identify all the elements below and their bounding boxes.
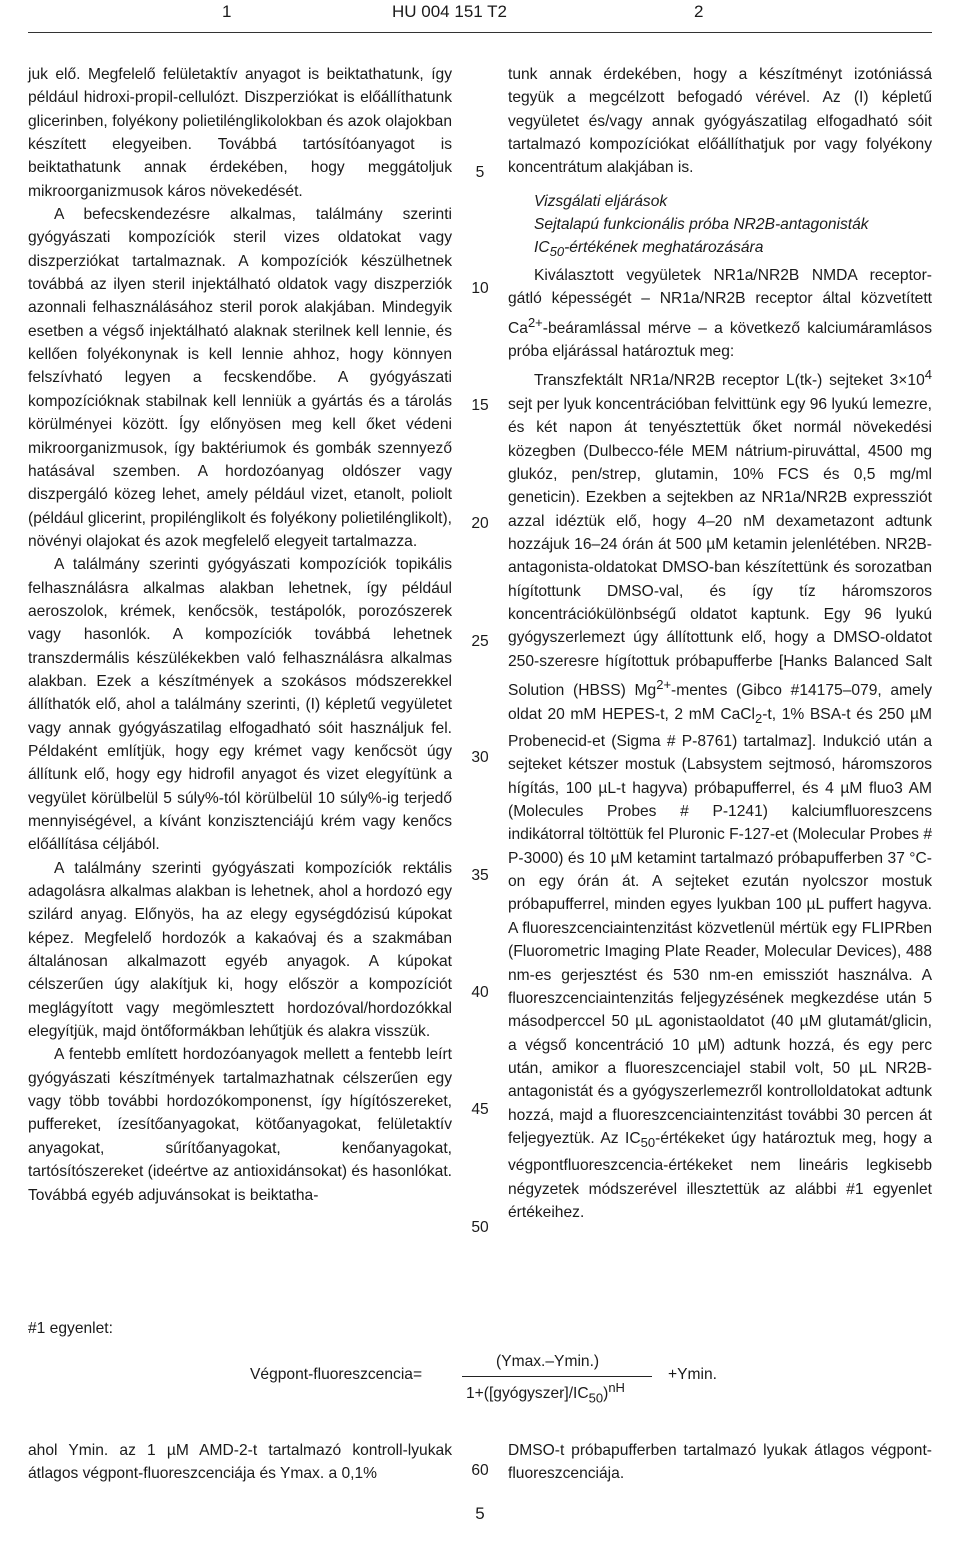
subsection-heading-line1: Sejtalapú funkcionális próba NR2B-antagonisták: [534, 216, 869, 234]
line-number: 5: [475, 164, 485, 181]
bottom-left-text: ahol Ymin. az 1 µM AMD-2-t tartalmazó kontroll-lyukak átlagos végpont-fluoreszcenciája és Ymax. a 0,1%: [28, 1442, 452, 1482]
header-page-left: 1: [222, 2, 232, 21]
equation-lhs: Végpont-fluoreszcencia=: [250, 1366, 423, 1383]
header-rule: [28, 32, 932, 33]
bottom-right-text: DMSO-t próbapufferben tartalmazó lyukak átlagos végpont-fluoreszcenciája.: [508, 1442, 932, 1482]
line-number: 35: [471, 867, 489, 884]
right-paragraph-1: tunk annak érdekében, hogy a készítményt izotóniássá tegyük a megcélzott befogadó vérével. Az (I) képletű vegyületet és/vagy annak gyógyászatilag elfogadható sóit tartalmazó kompozíciókat előállíthatjuk por vagy folyékony koncentrátum alakjában is.: [508, 66, 932, 177]
left-paragraph-1: juk elő. Megfelelő felületaktív anyagot is beiktathatunk, így például hidroxi-propil-cellulózt. Diszperziókat is előállíthatunk glicerinben, folyékony polietilénglikolokban és azok olajokban készített elegyeiben. Továbbá tartósítóanyagot is beiktathatunk annak érdekében, hogy meggátoljuk mikroorganizmusok káros növekedését.: [28, 66, 452, 200]
equation-numerator: (Ymax.–Ymin.): [496, 1353, 600, 1370]
left-column: [28, 63, 452, 1207]
right-paragraph-2: Kiválasztott vegyületek NR1a/NR2B NMDA receptor-gátló képességét – NR1a/NR2B receptor által közvetített $Ca^{2+}$-beáramlással mérve – a következő kalciumáramlásos próba eljárással határoztuk meg:: [508, 266, 932, 361]
page-number: 5: [475, 1504, 485, 1523]
equation-denominator: $1+([gyógyszer]/IC_{50})^{nH}$: [466, 1380, 625, 1406]
line-number: 30: [471, 749, 489, 766]
line-number: 20: [471, 515, 489, 532]
equation-label: #1 egyenlet:: [28, 1320, 113, 1337]
header-page-right: 2: [694, 2, 704, 21]
line-number: 10: [471, 280, 489, 297]
right-column: [508, 63, 932, 1224]
equation-rhs: +Ymin.: [668, 1366, 717, 1383]
line-number: 15: [471, 397, 489, 414]
line-number: 50: [471, 1219, 489, 1236]
left-paragraph-2: A befecskendezésre alkalmas, találmány szerinti gyógyászati kompozíciók steril vizes oldatokat vagy diszperziókat tartalmaznak. A kompozíciók készülhetnek továbbá az ilyen steril injektálható oldatok vagy diszperziók azonnali felhasználásához steril porok alakjában. Mindegyik esetben a végső injektálható alaknak sterilnek kell lennie, és kellően folyékonynak is kell lennie ahhoz, hogy könnyen felszívható legyen a fecskendőbe. A gyógyászati kompozícióknak stabilnak kell lenniük a gyártás és a tárolás körülményei között. Így előnyösen meg kell őket védeni mikroorganizmusok, így baktériumok és gombák szennyező hatásával szemben. A hordozóanyag oldószer vagy diszpergáló közeg lehet, amely például vizet, etanolt, poliolt (például glicerint, propilénglikolt és folyékony polietilénglikolt), növényi olajokat és azok megfelelő elegyeit tartalmazza.: [28, 206, 452, 550]
line-number: 40: [471, 984, 489, 1001]
line-number: 45: [471, 1101, 489, 1118]
line-number: 60: [471, 1462, 489, 1479]
equation-fraction-bar: [462, 1376, 652, 1377]
section-heading: Vizsgálati eljárások: [534, 192, 668, 210]
right-paragraph-3: Transzfektált NR1a/NR2B receptor L(tk-) sejteket $3\times 10^4$ sejt per lyuk koncentrációban felvittünk egy 96 lyukú lemezre, és két napon át tenyésztettük őket normál növekedési közegben (Dulbecco-féle MEM nátrium-piruváttal, 4500 mg glukóz, pen/strep, glutamin, 10% FCS és 0,5 mg/ml geneticin). Ezekben a sejtekben az NR1a/NR2B expressziót azzal idéztük elő, hogy 4–20 nM dexametazont adtunk hozzájuk 16–24 órán át 500 µM ketamin jelenlétében. NR2B-antagonista-oldatokat DMSO-ban készítettünk és sorozatban hígítottunk DMSO-val, és így tíz háromszoros koncentrációkülönbségű oldatot kaptunk. Egy 96 lyukú gyógyszerlemezt úgy állítottunk elő, hogy a DMSO-oldatot 250-szeresre hígítottuk próbapufferbe [Hanks Balanced Salt Solution (HBSS) $Mg^{2+}$-mentes (Gibco #14175–079, amely oldat 20 mM HEPES-t, 2 mM CaCl$_2$-t, 1% BSA-t és 250 µM Probenecid-et (Sigma # P-8761) tartalmaz]. Indukció után a sejteket kétszer mostuk (Labsystem sejtmosó, háromszoros hígítás, 100 µL-t hagyva) próbapufferrel, és 4 µM fluo3 AM (Molecules Probes # P-1241) kalciumfluoreszcens indikátorral töltöttük fel Pluronic F-127-et (Molecular Probes # P-3000) és 10 µM ketamint tartalmazó próbapufferben 37 °C-on egy órán át. A sejteket ezután nyolcszor mostuk próbapufferrel, minden egyes lyukban 100 µL puffert hagyva. A fluoreszcenciaintenzitást közvetlenül mértük egy FLIPRben (Fluorometric Imaging Plate Reader, Molecular Devices), 488 nm-es gerjesztést és 530 nm-en emissziót használva. A fluoreszcenciaintenzitás feljegyzésének megkezdése után 5 másodperccel 50 µL agonistaoldatot (40 µM glutamát/glicin, a végső koncentráció 10 µM) adtunk hozzá, és egy perc után, amikor a fluoreszcenciajel stabil volt, 50 µL NR2B-antagonistát és a gyógyszerlemezről kontrolloldatokat adtunk hozzá, majd a fluoreszcenciaintenzitást további 30 percen át feljegyeztük. Az $IC_{50}$-értékeket úgy határoztuk meg, hogy a végpontfluoreszcencia-értékeket nem lineáris legkisebb négyzetek módszerével illesztettük az alábbi #1 egyenlet értékeihez.: [508, 367, 933, 1222]
left-paragraph-3: A találmány szerinti gyógyászati kompozíciók topikális felhasználásra alkalmas alakban lehetnek, így például aeroszolok, krémek, kenőcsök, testápolók, porozószerek vagy hasonlók. A kompozíciók továbbá lehetnek transzdermális készülékekben való felhasználásra alkalmas alakban. Ezek a készítmények a szokásos módszerekkel állíthatók elő, ahol a találmány szerinti, (I) képletű vegyületet vagy annak gyógyászatilag elfogadható sóit használjuk fel. Példaként említjük, hogy egy krémet vagy kenőcsöt úgy állítunk elő, hogy egy hidrofil anyagot és vizet elegyítünk a vegyület körülbelül 5 súly%-tól körülbelül 10 súly%-ig terjedő mennyiségével, a kívánt konzisztenciájú krém vagy kenőcs előállítása céljából.: [28, 556, 452, 854]
left-paragraph-5: A fentebb említett hordozóanyagok mellett a fentebb leírt gyógyászati készítmények tartalmazhatnak célszerűen egy vagy több további hordozókomponenst, így hígítószereket, puffereket, ízesítőanyagokat, kötőanyagokat, felületaktív anyagokat, sűrítőanyagokat, kenőanyagokat, tartósítószereket (ideértve az antioxidánsokat) és hasonlókat. Továbbá egyéb adjuvánsokat is beiktatha-: [28, 1046, 452, 1204]
header-doc-id: HU 004 151 T2: [392, 2, 507, 21]
subsection-heading-line2: $IC_{50}$-értékének meghatározására: [534, 239, 764, 260]
line-number: 25: [471, 633, 489, 650]
left-paragraph-4: A találmány szerinti gyógyászati kompozíciók rektális adagolásra alkalmas alakban is lehetnek, ahol a hordozó egy szilárd anyag. Előnyös, ha az elegy egységdózisú kúpokat képez. Megfelelő hordozók a kakaóvaj és a szakmában általánosan alkalmazott egyéb anyagok. A kúpokat célszerűen úgy alakítjuk ki, hogy először a kompozíciót meglágyított vagy megömlesztett hordozóval/hordozókkal elegyítjük, majd öntőformákban lehűtjük és alakra visszük.: [28, 859, 452, 1041]
